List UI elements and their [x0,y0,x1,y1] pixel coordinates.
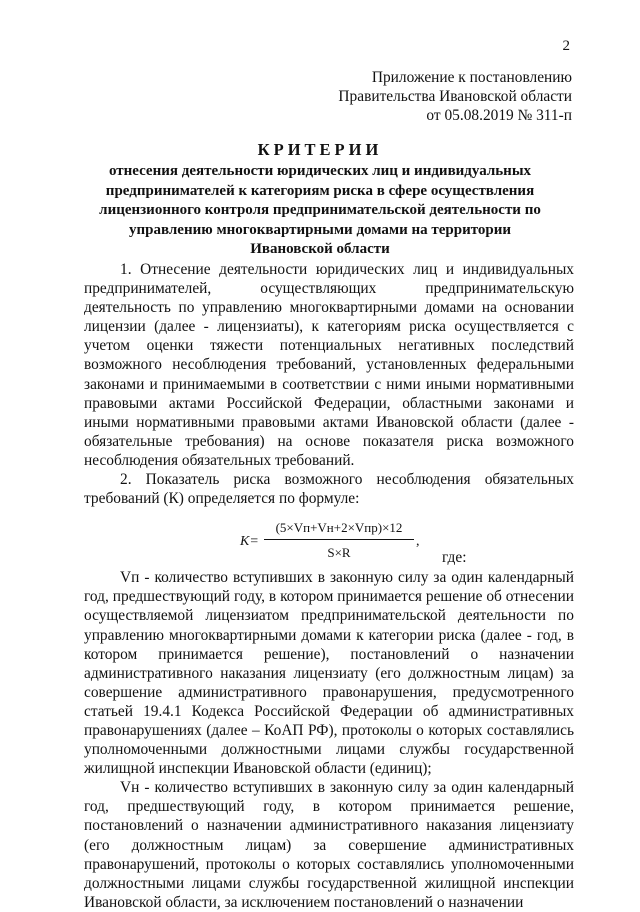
formula-where: где: [442,549,467,567]
formula-k: K= [240,534,259,550]
formula-fraction-bar [264,539,414,540]
formula-comma: , [416,534,420,550]
paragraph-4: Vн - количество вступивших в законную силу за один календарный год, предшествующий году, в котором принимается решение, постановлений о назначении административного наказания лицензиату (его должностным лицам) за совершение административных правонарушений, протоколы о которых составлялись уполномоченными должностными лицами службы государственной жилищной инспекции Ивановской области, за исключением постановлений о назначении [84,779,574,911]
risk-formula [84,518,574,568]
document-heading [90,140,550,260]
paragraph-1: 1. Отнесение деятельности юридических лиц и индивидуальных предпринимателей, осуществляющих предпринимательскую деятельность по управлению многоквартирными домами на основании лицензии (далее - лицензиаты), к категориям риска осуществляется с учетом оценки тяжести потенциальных негативных последствий возможного несоблюдения требований, установленных федеральными законами и принимаемыми в соответствии с ними иными нормативными правовыми актами Российской Федерации, областными законами и иными нормативными правовыми актами Ивановской области (далее - обязательные требования) на основе показателя риска возможного несоблюдения обязательных требований. [84,261,574,469]
paragraph-3: Vп - количество вступивших в законную силу за один календарный год, предшествующий году, в котором принимается решение об отнесении осуществляемой лицензиатом предпринимательской деятельности по управлению многоквартирными домами к категории риска (далее - год, в котором принимается решение), постановлений о назначении административного наказания лицензиату (его должностным лицам) за совершение административного правонарушения, предусмотренного статьей 19.4.1 Кодекса Российской Федерации об административных правонарушениях (далее – КоАП РФ), протоколы о которых составлялись уполномоченными должностными лицами службы государственной жилищной инспекции Ивановской области (единиц); [84,569,574,778]
formula-numerator: (5×Vп+Vн+2×Vпр)×12 [275,520,403,536]
paragraph-2: 2. Показатель риска возможного несоблюдения обязательных требований (К) определяется по формуле: [84,471,574,508]
appendix-line-3: от 05.08.2019 № 311-п [426,107,572,124]
formula-denominator: S×R [327,545,351,561]
document-title: КРИТЕРИИ [257,140,383,159]
appendix-line-2: Правительства Ивановской области [338,88,572,105]
page-number: 2 [562,38,570,54]
appendix-note [338,68,572,125]
document-body [84,260,574,912]
appendix-line-1: Приложение к постановлению [371,69,572,86]
document-subtitle: отнесения деятельности юридических лиц и индивидуальных предпринимателей к категориям риска в сфере осуществления лицензионного контроля предпринимательской деятельности по управлению многоквартирными домами на территории Ивановской области [99,163,541,258]
